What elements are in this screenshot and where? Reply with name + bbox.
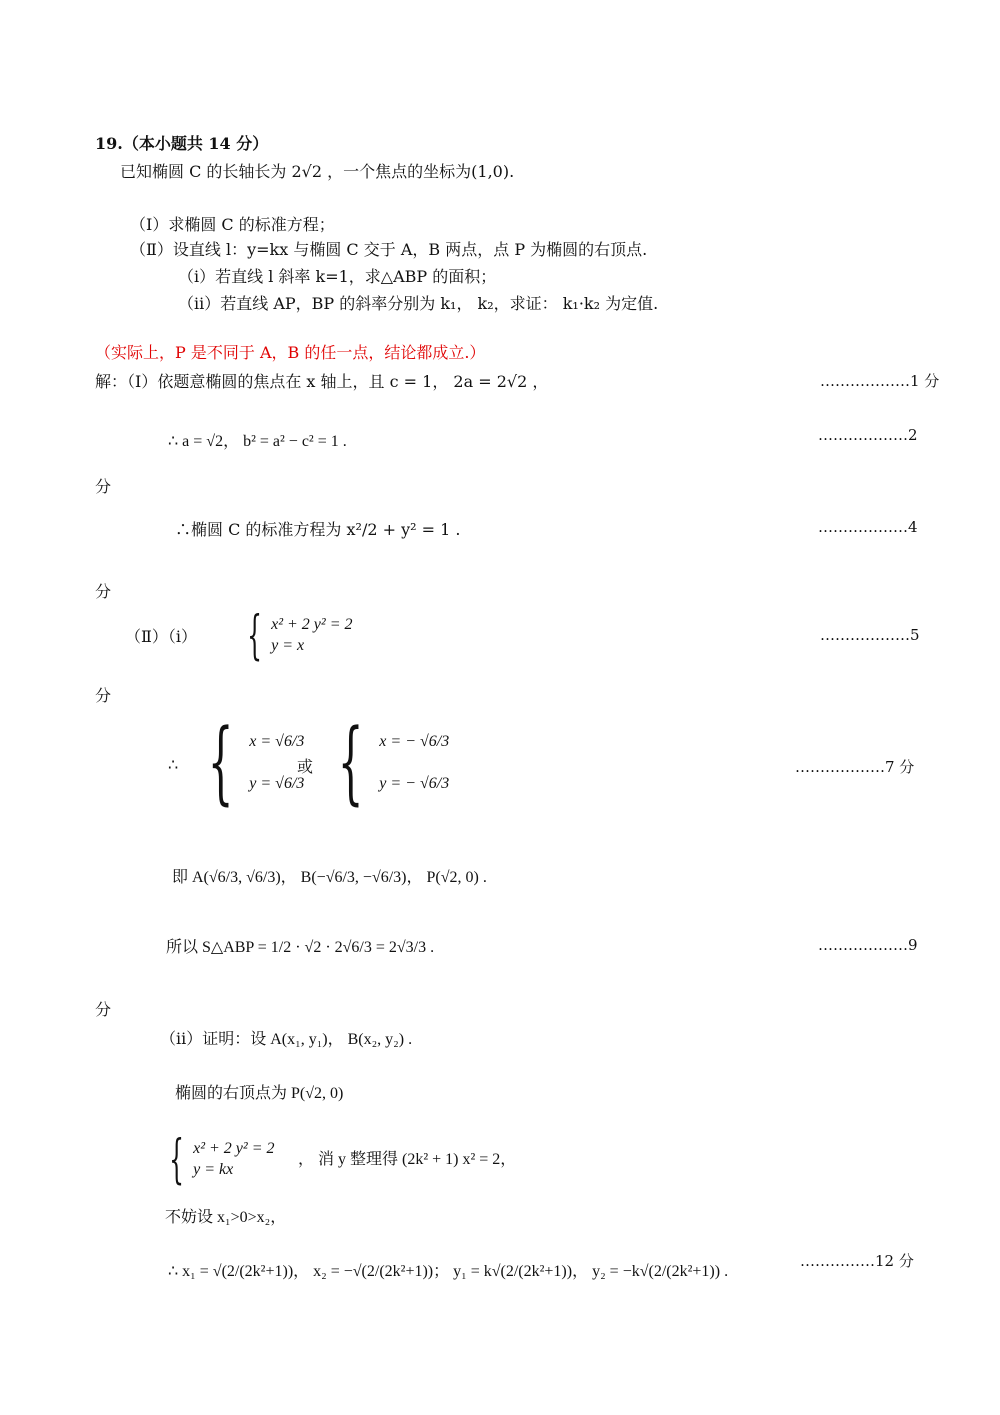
solution-a-y: y = √6/3 bbox=[249, 775, 305, 792]
problem-part2i: （ⅰ）若直线 l 斜率 k=1，求△ABP 的面积； bbox=[178, 267, 497, 286]
score-7: ………………7 分 bbox=[795, 758, 915, 776]
score-2-continued: 分 bbox=[95, 477, 112, 496]
score-5-continued: 分 bbox=[95, 686, 112, 705]
problem-part1: （Ⅰ）求椭圆 C 的标准方程； bbox=[130, 215, 335, 234]
score-2: ………………2 bbox=[818, 426, 918, 444]
solution-step6: 即 A(√6/3, √6/3)， B(−√6/3, −√6/3)， P(√2, 0) . bbox=[172, 869, 487, 886]
solution-step4-label: （Ⅱ）（ⅰ） bbox=[125, 627, 197, 646]
solution-step2: ∴ a = √2， b² = a² − c² = 1 . bbox=[168, 433, 347, 450]
problem-intro: 已知椭圆 C 的长轴长为 2√2 ，一个焦点的坐标为(1,0). bbox=[120, 162, 515, 181]
solution-step8: （ⅱ）证明：设 A(x₁, y₁)， B(x₂, y₂) . bbox=[160, 1031, 413, 1048]
solution-step9: 椭圆的右顶点为 P(√2, 0) bbox=[175, 1085, 344, 1102]
system-1-eq2: y = x bbox=[271, 637, 305, 654]
solution-system-a bbox=[192, 710, 305, 815]
solution-step12: ∴ x₁ = √(2/(2k²+1))， x₂ = −√(2/(2k²+1))； y₁ = k√(2/(2k²+1))， y₂ = −k√(2/(2k²+1)) . bbox=[168, 1263, 729, 1280]
score-9-continued: 分 bbox=[95, 1000, 112, 1019]
score-4: ………………4 bbox=[818, 518, 918, 536]
solution-b-y: y = − √6/3 bbox=[379, 775, 450, 792]
system-1-eq1: x² + 2 y² = 2 bbox=[271, 616, 353, 634]
solution-step11: 不妨设 x₁>0>x₂， bbox=[165, 1209, 287, 1226]
left-brace-icon: { bbox=[169, 1130, 184, 1190]
solution-system-b bbox=[322, 710, 450, 815]
score-9: ………………9 bbox=[818, 936, 918, 954]
solution-b-x: x = − √6/3 bbox=[379, 733, 450, 751]
left-brace-icon: { bbox=[337, 710, 364, 815]
score-4-continued: 分 bbox=[95, 582, 112, 601]
solution-step7: 所以 S△ABP = 1/2 · √2 · 2√6/3 = 2√3/3 . bbox=[166, 939, 435, 956]
left-brace-icon: { bbox=[247, 606, 262, 666]
system-2-eq1: x² + 2 y² = 2 bbox=[193, 1140, 275, 1158]
score-5: ………………5 bbox=[820, 626, 920, 644]
solution-step3: ∴椭圆 C 的标准方程为 x²/2 + y² = 1 . bbox=[175, 520, 461, 539]
system-2-eq2: y = kx bbox=[193, 1161, 234, 1178]
solution-a-x: x = √6/3 bbox=[249, 733, 305, 751]
therefore-symbol: ∴ bbox=[168, 757, 179, 774]
score-12: ……………12 分 bbox=[800, 1252, 914, 1270]
note: （实际上，P 是不同于 A，B 的任一点，结论都成立.） bbox=[95, 343, 486, 362]
system-1 bbox=[238, 606, 353, 666]
left-brace-icon: { bbox=[207, 710, 234, 815]
problem-part2ii: （ⅱ）若直线 AP，BP 的斜率分别为 k₁， k₂，求证： k₁·k₂ 为定值. bbox=[178, 294, 659, 313]
system-2 bbox=[160, 1130, 275, 1190]
solution-step1: 解：（Ⅰ）依题意椭圆的焦点在 x 轴上，且 c = 1， 2a = 2√2 ， bbox=[95, 372, 549, 391]
problem-title: 19.（本小题共 14 分） bbox=[95, 134, 269, 153]
solution-step10: ， 消 y 整理得 (2k² + 1) x² = 2， bbox=[298, 1151, 517, 1168]
score-1: ………………1 分 bbox=[820, 372, 940, 390]
or-word: 或 bbox=[297, 757, 314, 776]
problem-part2: （Ⅱ）设直线 l：y=kx 与椭圆 C 交于 A，B 两点，点 P 为椭圆的右顶点. bbox=[130, 240, 648, 259]
